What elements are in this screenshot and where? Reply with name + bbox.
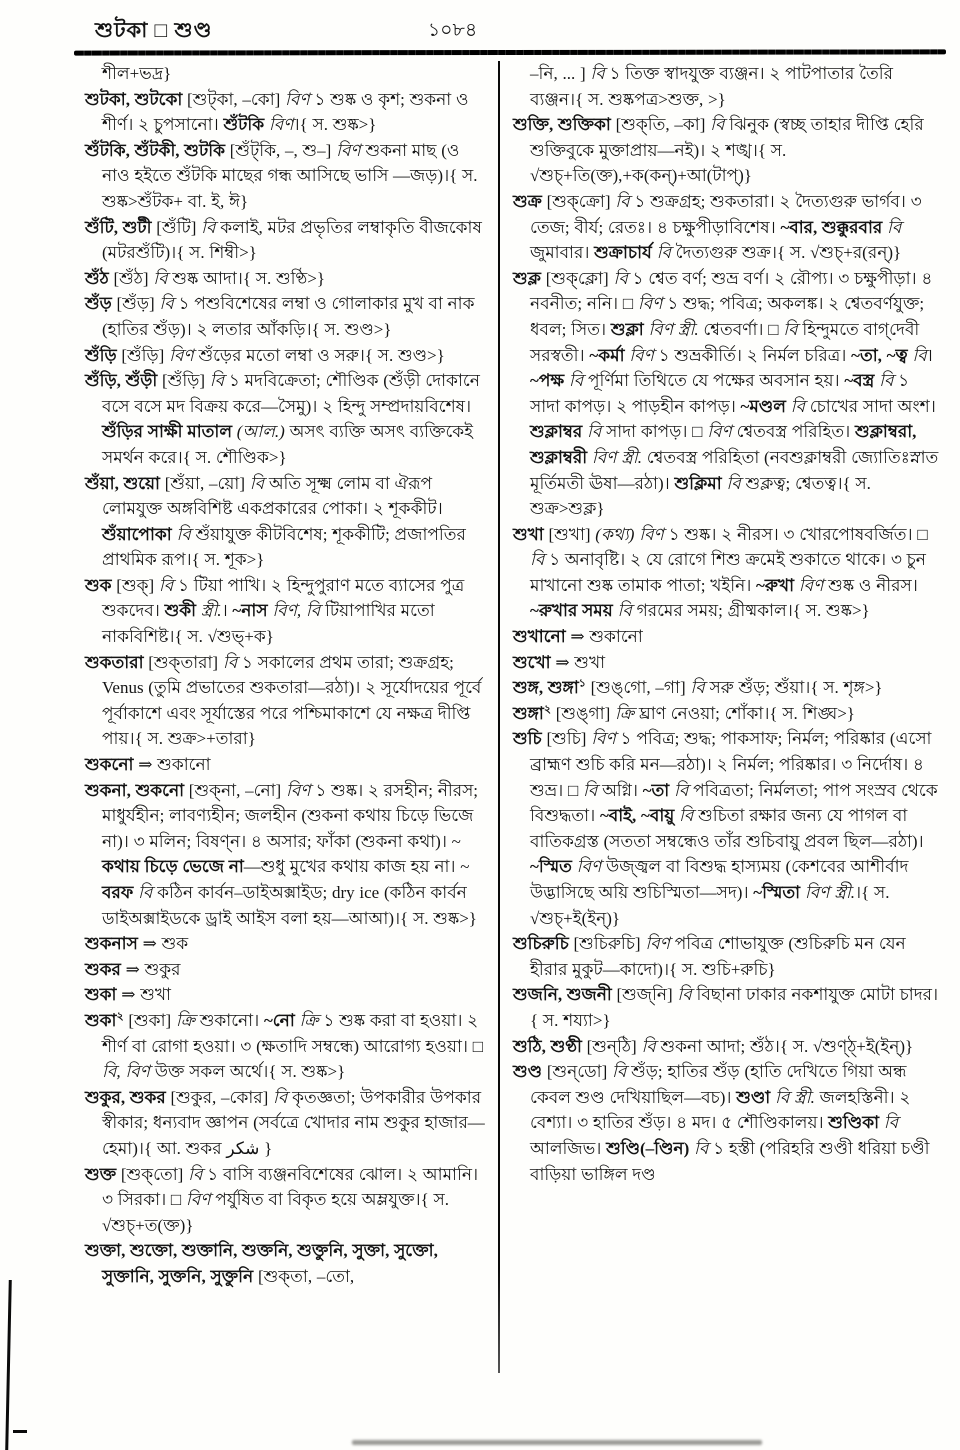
column-divider — [498, 61, 500, 1373]
scan-artifact-bottom-smudge — [352, 1440, 762, 1445]
entry-text: বি — [613, 268, 633, 288]
left-column — [85, 61, 491, 1290]
entry-text: [শুঙ্‌গো, –গা] — [585, 678, 691, 698]
entry-text: বিণ — [591, 729, 621, 749]
headword-text: শুজনি, শুজনী — [513, 985, 617, 1005]
entry-text: [শুক্‌না, –নো] — [188, 780, 286, 800]
entry-text: বিণ — [285, 780, 316, 800]
entry-text: বি — [617, 601, 637, 621]
entry-text: [শুট্‌কা, –কো] — [187, 89, 286, 109]
entry-text: ১ শুক্রগ্রহ; শুকতারা। ২ দৈত্যগুরু ভার্গব। ৩ তেজ; বীর্য; রেতঃ। ৪ চক্ষুপীড়াবিশেষ। — [530, 191, 922, 237]
entry-text: বি — [912, 345, 927, 365]
page-header — [95, 12, 940, 48]
dictionary-entry — [85, 957, 491, 983]
entry-text: বি — [612, 1062, 632, 1082]
entry-text: ক্রি — [299, 1010, 324, 1030]
scan-artifact-left-hook — [13, 1430, 27, 1433]
headword-text: শুঁড়ির সাক্ষী মাতাল — [102, 422, 237, 442]
entry-text: টিয়াপাখির মতো নাকবিশিষ্ট।{ স. √শুভ্‌+ক} — [102, 601, 435, 647]
entry-text: ১ শুষ্ক ও কৃশ; শুকনা ও শীর্ণ। ২ চুপসানো। — [102, 89, 469, 135]
entry-text: শুষ্ক ও নীরস। — [828, 575, 918, 595]
headword-text: শুকর — [85, 959, 126, 979]
entry-text: বি — [677, 985, 697, 1005]
entry-text: বি — [249, 473, 269, 493]
entry-text: [শুজ্‌নি] — [616, 985, 678, 1005]
headword-text: শুকী — [164, 601, 201, 621]
entry-text: বি — [188, 1164, 208, 1184]
dictionary-entry — [513, 112, 941, 189]
entry-text: ⇒ শুখা — [555, 652, 606, 672]
headword-text: শুক্লাম্বর — [530, 422, 587, 442]
entry-text: বিণ — [798, 575, 829, 595]
dictionary-entry — [85, 61, 491, 87]
entry-text: । — [221, 601, 233, 621]
headword-text: শুণ্ডি(–ণ্ডিন) — [606, 1138, 694, 1158]
entry-text: [শুক্‌তা, –তো, — [257, 1266, 355, 1286]
headword-text: শুকতারা — [85, 652, 149, 672]
dictionary-entry — [85, 752, 491, 778]
entry-text: বি — [690, 678, 710, 698]
entry-text: অসৎ ব্যক্তি অসৎ ব্যক্তিকেই সমর্থন করে।{ স. শৌণ্ডিক>} — [102, 422, 474, 467]
dictionary-entry — [85, 573, 491, 650]
text-columns — [85, 61, 941, 1290]
dictionary-entry — [513, 701, 941, 727]
page-number: ১০৮৪ — [427, 20, 478, 41]
entry-text: ১ শুষ্ক। ২ নীরস। ৩ খোরপোষবর্জিত। □ — [668, 524, 928, 544]
entry-text: ১ অনাবৃষ্টি। ২ যে রোগে শিশু ক্রমেই শুকাতে থাকে। ৩ চুন মাখানো শুষ্ক তামাক পাতা; খইনি। — [530, 550, 926, 595]
entry-text: ১ টিয়া পাখি। ২ হিন্দুপুরাণ মতে ব্যাসের পুত্র শুকদেব। — [102, 575, 465, 621]
headword-text: শুক্লিমা — [674, 473, 727, 493]
entry-text: বি — [726, 473, 746, 493]
entry-text: ১ শুভ্রকীর্তি। ২ নির্মল চরিত্র। — [658, 345, 852, 365]
entry-text: শুঁয়াযুক্ত কীটবিশেষ; শূককীটি; প্রজাপতির প্রাথমিক রূপ।{ স. শূক>} — [102, 524, 466, 570]
headword-text: শুণ্ডা — [736, 1087, 775, 1107]
entry-text: ১ শ্বেত বর্ণ; শুভ্র বর্ণ। ২ রৌপ্য। ৩ চক্ষুপীড়া। ৪ নবনীত; ননি। □ — [530, 268, 933, 314]
entry-text: ক্রি — [615, 703, 639, 723]
entry-text: [শুক্‌তারা] — [148, 652, 223, 672]
entry-text: ⇒ শুক — [142, 934, 189, 954]
dictionary-entry — [85, 1238, 491, 1289]
headword-text: শুক্তি, শুক্তিকা — [513, 115, 616, 135]
headword-text: শুণ্ডিকা — [828, 1113, 884, 1133]
headword-text: শুণ্ড — [513, 1062, 547, 1082]
entry-text: ⇒ শুকানো — [138, 755, 211, 775]
headword-text: ~তা — [642, 780, 674, 800]
entry-text: বি — [879, 371, 899, 391]
headword-text: শুক্লা — [610, 319, 649, 339]
entry-text: ১ শুদ্ধ; পবিত্র; অকলঙ্ক। ২ শ্বেতবর্ণযুক্ত; ধবল; সিত। — [530, 294, 925, 339]
headword-text: শুকনো — [85, 755, 139, 775]
dictionary-entry — [85, 982, 491, 1008]
entry-text: বিণ — [185, 1190, 216, 1210]
dictionary-entry — [513, 675, 941, 701]
entry-text: শীল+ভদ্র} — [102, 64, 172, 83]
dictionary-entry — [85, 368, 491, 470]
headword-text: শুটকা, শুটকো — [85, 89, 188, 109]
entry-text: বি — [641, 1036, 661, 1056]
entry-text: দৈত্যগুরু শুক্র।{ স. √শুচ্‌+র(রন্‌)} — [675, 243, 902, 263]
entry-text: বি — [159, 294, 179, 314]
headword-text: শুক্ল — [513, 268, 546, 288]
entry-text: বি — [568, 371, 588, 391]
dictionary-entry — [85, 266, 491, 292]
dictionary-entry — [85, 215, 491, 266]
headword-text: শুঙ্গা — [513, 703, 544, 723]
entry-text: ১ সকালের প্রথম তারা; শুক্রগ্রহ; Venus (তুমি প্রভাতের শুকতারা—রঠা)। ২ সূর্যোদয়ের পূর্বে পূর্বাকাশে এবং সূর্যাস্তের পরে পশ্চিমাকাশে যে নক্ষত্র দীপ্তি পায়।{ স. শুক্র>+তারা} — [102, 652, 482, 749]
dictionary-entry — [513, 189, 941, 266]
entry-text: বিণ স্ত্রী. — [804, 883, 856, 902]
entry-text: বিণ স্ত্রী. — [591, 447, 647, 467]
entry-text: শুকানো। — [199, 1010, 264, 1030]
entry-text: শুক্লত্ব; শ্বেতত্ব।{ স. শুক্র>শুক্ল} — [530, 473, 871, 519]
headword-text: শুঁড় — [85, 294, 117, 314]
dictionary-entry — [85, 343, 491, 369]
dictionary-entry — [85, 1162, 491, 1239]
headword-text: শুচিরুচি — [513, 934, 574, 954]
entry-text: [শুক্‌ক্রো] — [546, 191, 616, 211]
dictionary-entry — [513, 61, 941, 112]
entry-text: ১ মদবিক্রেতা; শৌণ্ডিক (শুঁড়ী দোকানে বসে বসে মদ বিক্রয় করে—সৈমু)। ২ হিন্দু সম্প্রদায়বিশেষ। — [102, 371, 480, 416]
entry-text: [শুঁট্‌কি, –, শু–] — [229, 140, 337, 160]
entry-text: পূর্ণিমা তিথিতে যে পক্ষের অবসান হয়। — [587, 371, 845, 391]
headword-text: শুকনা, শুকনো — [85, 780, 189, 800]
entry-text: সাদা কাপড়। □ — [606, 422, 708, 442]
entry-text: পবিত্র শোভাযুক্ত (শুচিরুচি মন যেন হীরার মুকুট—কাদো)।{ স. শুচি+রুচি} — [530, 934, 906, 979]
right-column — [513, 61, 941, 1290]
entry-text: বি — [694, 1138, 714, 1158]
entry-text: ।{ স. √শুচ্‌+ই(ইন্‌)} — [530, 883, 890, 928]
entry-text: [শুক্‌ক্লো] — [545, 268, 614, 288]
entry-text: ২ — [543, 703, 551, 716]
headword-text: শুঁঠ — [85, 268, 114, 288]
headword-text: ~মণ্ডল — [740, 396, 791, 416]
entry-text: [শুন্‌ঠি] — [586, 1036, 642, 1056]
headword-text: ~পক্ষ — [530, 371, 569, 391]
entry-text: ১ হস্তী (পরিহরি শুণ্ডী ধরিয়া চণ্ডী বাড়িয়া ভাঙ্গিল দণ্ড — [530, 1138, 930, 1184]
entry-text: জলহস্তিনী। ২ বেশ্যা। ৩ হাতির শুঁড়। ৪ মদ। ৫ শৌণ্ডিকালয়। — [530, 1087, 911, 1133]
entry-text: ২ — [116, 1010, 124, 1023]
entry-text: [শুচিরুচি] — [573, 934, 646, 954]
entry-text: বি — [887, 217, 902, 237]
entry-text: বি — [710, 115, 730, 135]
entry-text: বি — [176, 524, 196, 544]
headword-text: শুঁটি, শুটী — [85, 217, 157, 237]
entry-text: বি — [201, 217, 221, 237]
entry-text: শুষ্ক আদা।{ স. শুণ্ঠি>} — [172, 268, 326, 288]
dictionary-entry — [513, 982, 941, 1033]
headword-text: শুঁটকি — [223, 115, 269, 135]
headword-text: শুঁয়াপোকা — [102, 524, 177, 544]
entry-text: ⇒ শুকানো — [570, 627, 643, 647]
entry-text: বি — [615, 191, 635, 211]
headword-text: শুঠি, শুণ্ঠী — [513, 1036, 587, 1056]
entry-text: বিণ — [268, 115, 294, 135]
entry-text: গরমের সময়; গ্রীষ্মকাল।{ স. শুষ্ক>} — [636, 601, 870, 621]
entry-text: ১ শুষ্ক। ২ রসহীন; নীরস; মাধুর্যহীন; লাবণ্যহীন; জলহীন (শুকনা কথায় চিড়ে ভিজে না)। ৩ মলিন; বিষণ্ন। ৪ অসার; ফাঁকা (শুকনা কথা)। ~ — [102, 780, 479, 851]
entry-text: বিণ — [637, 294, 668, 314]
headword-text: কথায় চিড়ে ভেজে না — [102, 857, 244, 877]
headword-text: ~রুখা — [756, 575, 799, 595]
entry-text: (কথ্য) বিণ — [595, 524, 669, 544]
entry-text: [শুঙ্‌গা] — [551, 703, 615, 723]
dictionary-entry — [85, 931, 491, 957]
entry-text: [শুক্‌] — [116, 575, 159, 595]
entry-text: । — [926, 345, 933, 365]
dictionary-entry — [85, 138, 491, 215]
headword-text: ~কর্মা — [589, 345, 630, 365]
entry-text: ১ — [578, 677, 586, 690]
entry-text: বি — [883, 1113, 899, 1133]
headword-text: ~বাই, ~বায়ু — [599, 806, 680, 826]
entry-text: অগ্নি। — [602, 780, 643, 800]
entry-text: সরু শুঁড়; শুঁয়া।{ স. শৃঙ্গ>} — [709, 678, 883, 698]
entry-text: বি — [530, 550, 550, 570]
entry-text: কঠিন কার্বন–ডাইঅক্সাইড; dry ice (কঠিন কার্বন ডাইঅক্সাইডকে ড্রাই আইস বলা হয়—আআ)।{ স. শুষ্ক>} — [102, 883, 477, 928]
entry-text: বি, বিণ — [102, 1062, 155, 1082]
headword-text: শুঙ্গ, শুঙ্গা — [513, 678, 579, 698]
dictionary-entry — [85, 471, 491, 573]
entry-text: বি — [138, 883, 158, 902]
entry-text: বিণ স্ত্রী. — [648, 319, 704, 339]
dictionary-entry — [513, 266, 941, 522]
entry-text: ⇒ শুকুর — [125, 959, 181, 979]
entry-text: বি — [590, 64, 610, 83]
entry-text: শুঁড়; হাতির শুঁড় (হাতি দেখিতে গিয়া অন্ধ কেবল শুণ্ড দেখিয়াছিল—বচ)। — [530, 1062, 907, 1107]
entry-text: বিণ — [707, 422, 737, 442]
entry-text: ১ পবিত্র; শুদ্ধ; পাকসাফ; নির্মল; পরিষ্কার (এসো ব্রাহ্মণ শুচি করি মন—রঠা)। ২ নির্মল; পরিষ্কার। ৩ নির্দোষ। ৪ শুভ্র। □ — [530, 729, 932, 800]
entry-text: [শুচি] — [546, 729, 592, 749]
entry-text: বিণ — [629, 345, 659, 365]
entry-text: বি — [587, 422, 607, 442]
entry-text: উজ্জ্বল বা বিশুদ্ধ হাস্যময় (কেশবের আশীর্বাদ উদ্ভাসিছে অয়ি শুচিস্মিতা—সদ)। — [530, 857, 909, 902]
headword-text: শুচি — [513, 729, 547, 749]
entry-text: (আল.) — [236, 422, 290, 442]
entry-text: শুচিতা রক্ষার জন্য যে পাগল বা বাতিকগ্রস্ত (সততা সম্বন্ধেও তাঁর শুচিবায়ু প্রবল ছিল—রঠা)। — [530, 806, 924, 851]
dictionary-entry — [85, 87, 491, 138]
entry-text: বি — [656, 243, 676, 263]
entry-text: ।{ স. শুষ্ক>} — [293, 115, 377, 135]
entry-text: শুকনা মাছ (ও নাও হইতে শুঁটকি মাছের গন্ধ আসিছে ভাসি —জড়)।{ স. শুষ্ক>শুঁটক+ বা. ই, ঈ} — [102, 140, 478, 211]
entry-text: বিণ — [169, 345, 199, 365]
entry-text: [শুখা] — [548, 524, 596, 544]
entry-text: ⇒ শুখা — [121, 985, 171, 1005]
headword-text: ~তা, ~ত্ব — [851, 345, 913, 365]
headword-text: শুক্র — [513, 191, 547, 211]
entry-text: বিছানা ঢাকার নকশাযুক্ত মোটা চাদর।{ স. শয্যা>} — [530, 985, 939, 1030]
headword-text: বরফ — [102, 883, 138, 902]
entry-text: উক্ত সকল অর্থে।{ স. শুষ্ক>} — [154, 1062, 346, 1082]
headword-text: শুকা — [85, 1010, 117, 1030]
header-rule — [74, 49, 946, 55]
entry-text: বি — [679, 806, 699, 826]
dictionary-entry — [85, 1085, 491, 1162]
headword-text: শুখানো — [513, 627, 571, 647]
entry-text: [শুঁঠ] — [113, 268, 154, 288]
entry-text: বিণ — [576, 857, 606, 877]
entry-text: অতি সূক্ষ্ম লোম বা ঐরূপ লোমযুক্ত অঙ্গবিশিষ্ট একপ্রকারের পোকা। ২ শূককীট। — [102, 473, 443, 519]
entry-text: বি — [790, 396, 810, 416]
dictionary-entry — [513, 1034, 941, 1060]
headword-text: ~বস্ত্র — [844, 371, 880, 391]
entry-text: শুঁড়ের মতো লম্বা ও সরু।{ স. শুণ্ড>} — [198, 345, 445, 365]
headword-text: শুক্লাম্বরা, শুক্লাম্বরী — [530, 422, 917, 467]
headword-text: শুক্রাচার্য — [594, 243, 657, 263]
entry-text: [শুঁড়ি] — [121, 345, 170, 365]
entry-text: চোখের সাদা অংশ। — [809, 396, 936, 416]
entry-text: ক্রি — [175, 1010, 200, 1030]
entry-text: বিণ — [336, 140, 366, 160]
entry-text: [শুঁড়ি] — [162, 371, 210, 391]
entry-text: ঝিনুক (স্বচ্ছ তাহার দীপ্তি হেরি শুক্তিবুকে মুক্তাপ্রায়—নই)। ২ শঙ্খ।{ স. √শুচ্‌+তি(ক্ত),+ক(কন্‌)+আ(টাপ্‌)} — [530, 115, 924, 186]
headword-text: ~বার, শুক্কুরবার — [780, 217, 888, 237]
entry-text: বি — [582, 780, 603, 800]
dictionary-entry — [85, 1008, 491, 1085]
entry-text: শ্বেতবস্ত্র পরিহিতা (নবশুক্লাম্বরী জ্যোতিঃস্নাত মূর্তিমতী ঊষা—রঠা)। — [530, 447, 939, 493]
entry-text: ১ শুষ্ক করা বা হওয়া। ২ শীর্ণ বা রোগা হওয়া। ৩ (ক্ষতাদি সম্বন্ধে) আরোগ্য হওয়া। □ — [102, 1010, 483, 1056]
entry-text: আলজিভ। — [530, 1138, 607, 1158]
headword-text: ~নাস — [232, 601, 273, 621]
entry-text: ১ বাসি ব্যঞ্জনবিশেষের ঝোল। ২ আমানি। ৩ সিরকা। □ — [102, 1164, 479, 1210]
entry-text: বি — [273, 1087, 293, 1107]
headword-text: শুঁড়ি, শুঁড়ী — [85, 371, 163, 391]
entry-text: বিণ — [645, 934, 675, 954]
headword-text: শুকুর, শুকর — [85, 1087, 171, 1107]
headword-text: ~স্মিতা — [753, 883, 805, 902]
entry-text: [শুঁড়] — [116, 294, 160, 314]
entry-text: –নি, ... ] — [530, 64, 591, 83]
headword-text: ~রুখার সময় — [530, 601, 618, 621]
entry-text: বি — [209, 371, 229, 391]
entry-text: বি — [158, 575, 178, 595]
entry-text: বি স্ত্রী. — [774, 1087, 820, 1107]
entry-text: বি — [673, 780, 694, 800]
headword-text: শুক্ত — [85, 1164, 121, 1184]
headword-text: ~স্মিত — [530, 857, 577, 877]
headword-text: শুকনাস — [85, 934, 143, 954]
entry-text: [শুক্‌তো] — [120, 1164, 189, 1184]
entry-text: শ্বেতবর্ণা। □ — [703, 319, 784, 339]
entry-text: শুকনা আদা; শুঁঠ।{ স. √শুণ্ঠ্‌+ই(ইন্‌)} — [660, 1036, 914, 1056]
entry-text: [শুক্‌তি, –কা] — [615, 115, 711, 135]
dictionary-entry — [513, 624, 941, 650]
entry-text: জুমাবার। — [530, 243, 595, 263]
guide-words: শুটকা □ শুণ্ড — [95, 18, 213, 42]
headword-text: শুঁটকি, শুঁটকী, শুটকি — [85, 140, 230, 160]
headword-text: শুকা — [85, 985, 122, 1005]
entry-text: বিণ, বি — [272, 601, 325, 621]
headword-text: শুঁয়া, শুয়ো — [85, 473, 165, 493]
headword-text: শুঁড়ি — [85, 345, 122, 365]
entry-text: হিন্দুমতে বাগ্‌দেবী সরস্বতী। — [530, 319, 920, 365]
entry-text: ১ পশুবিশেষের লম্বা ও গোলাকার মুখ বা নাক (হাতির শুঁড়)। ২ লতার আঁকড়ি।{ স. শুণ্ড>} — [102, 294, 475, 339]
headword-text: শুখা — [513, 524, 549, 544]
headword-text: শুক্তা, শুক্তো, শুক্তানি, শুক্তনি, শুক্তুনি, সুক্তা, সুক্তো, সুক্তানি, সুক্তনি, সুক্তুনি — [85, 1241, 438, 1286]
scan-artifact-left-edge — [5, 1280, 12, 1450]
dictionary-entry — [513, 931, 941, 982]
entry-text: [শুঁটি] — [156, 217, 202, 237]
headword-text: ~নো — [263, 1010, 300, 1030]
entry-text: বি — [153, 268, 173, 288]
entry-text: [শুকুর, –কোর] — [170, 1087, 274, 1107]
entry-text: [শুঁয়া, –য়ো] — [164, 473, 250, 493]
entry-text: ১ সাদা কাপড়। ২ পাড়হীন কাপড়। — [530, 371, 910, 416]
dictionary-entry — [85, 778, 491, 932]
dictionary-entry — [513, 522, 941, 624]
dictionary-entry — [513, 650, 941, 676]
entry-text: বিণ — [285, 89, 315, 109]
dictionary-entry — [85, 291, 491, 342]
dictionary-entry — [85, 650, 491, 752]
entry-text: শ্বেতবস্ত্র পরিহিত। — [736, 422, 855, 442]
dictionary-entry — [513, 726, 941, 931]
entry-text: —শুধু মুখের কথায় কাজ হয় না। ~ — [243, 857, 470, 877]
headword-text: শুক — [85, 575, 117, 595]
dictionary-entry — [513, 1059, 941, 1187]
entry-text: বি — [783, 319, 803, 339]
entry-text: কৃতজ্ঞতা; উপকারীর উপকার স্বীকার; ধন্যবাদ জ্ঞাপন (সর্বত্রে খোদার নাম শুকুর হাজার—হেমা)।{ আ. শুকর شكر } — [102, 1087, 485, 1158]
entry-text: ১ তিক্ত স্বাদযুক্ত ব্যঞ্জন। ২ পাটপাতার তৈরি ব্যঞ্জন।{ স. শুষ্কপত্র>শুক্ত, >} — [530, 64, 893, 109]
entry-text: স্ত্রী. — [200, 601, 222, 621]
entry-text: পর্যুষিত বা বিকৃত হয়ে অম্লযুক্ত।{ স. √শুচ্‌+ত(ক্ত)} — [102, 1190, 450, 1235]
entry-text: বি — [222, 652, 242, 672]
headword-text: শুখো — [513, 652, 556, 672]
entry-text: কলাই, মটর প্রভৃতির লম্বাকৃতি বীজকোষ (মটরশুঁটি)।{ স. শিম্বী>} — [102, 217, 482, 263]
entry-text: [শুন্‌ডো] — [546, 1062, 613, 1082]
entry-text: পবিত্রতা; নির্মলতা; পাপ সংস্রব থেকে বিশুদ্ধতা। — [530, 780, 938, 826]
entry-text: [শুকা] — [123, 1010, 176, 1030]
entry-text: ঘ্রাণ নেওয়া; শোঁকা।{ স. শিঙ্ঘ>} — [638, 703, 855, 723]
